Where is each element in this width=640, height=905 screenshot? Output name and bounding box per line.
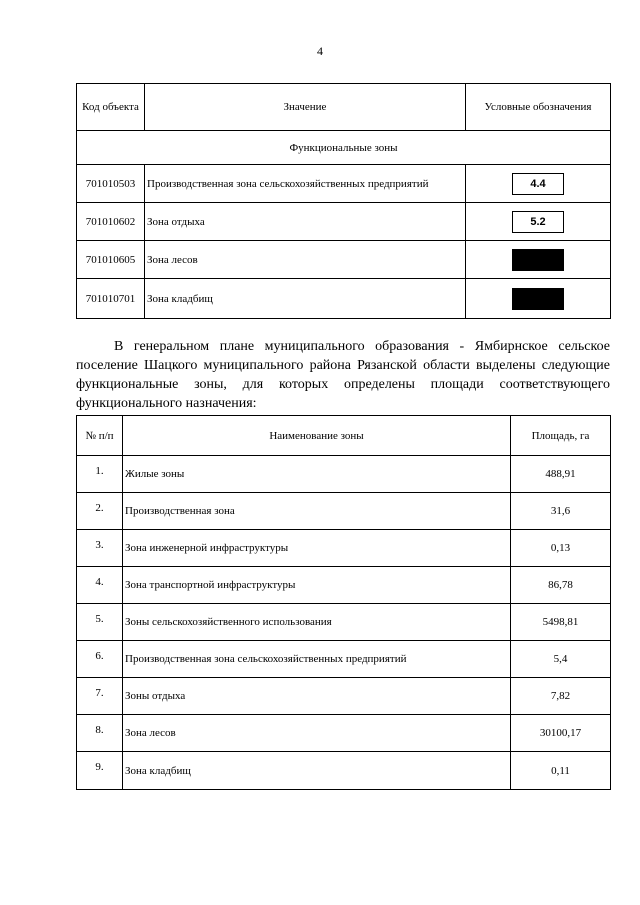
zone-symbol-black <box>512 249 564 271</box>
zone-name: Зоны сельскохозяйственного использования <box>123 604 511 641</box>
row-number: 8. <box>77 715 123 752</box>
table-row <box>77 456 611 493</box>
zone-name: Зона кладбищ <box>123 752 511 790</box>
row-number: 4. <box>77 567 123 604</box>
zone-area: 5,4 <box>511 641 611 678</box>
table-row <box>77 203 611 241</box>
zone-name: Зона инженерной инфраструктуры <box>123 530 511 567</box>
zone-area: 0,11 <box>511 752 611 790</box>
object-value: Зона лесов <box>145 241 466 279</box>
zone-area: 5498,81 <box>511 604 611 641</box>
zone-area: 0,13 <box>511 530 611 567</box>
zone-name: Жилые зоны <box>123 456 511 493</box>
object-code: 701010503 <box>77 165 145 203</box>
zone-name: Зона транспортной инфраструктуры <box>123 567 511 604</box>
zone-area: 488,91 <box>511 456 611 493</box>
header-area: Площадь, га <box>511 416 611 456</box>
object-code: 701010605 <box>77 241 145 279</box>
zone-name: Зона лесов <box>123 715 511 752</box>
table-row <box>77 678 611 715</box>
table-row <box>77 752 611 790</box>
header-code: Код объекта <box>77 84 145 131</box>
object-value: Зона кладбищ <box>145 279 466 319</box>
zone-area: 31,6 <box>511 493 611 530</box>
zone-area: 86,78 <box>511 567 611 604</box>
header-name: Наименование зоны <box>123 416 511 456</box>
row-number: 1. <box>77 456 123 493</box>
table-row <box>77 493 611 530</box>
area-table <box>76 415 611 790</box>
section-title: Функциональные зоны <box>77 131 611 165</box>
row-number: 3. <box>77 530 123 567</box>
zone-symbol-boxed: 4.4 <box>512 173 564 195</box>
row-number: 7. <box>77 678 123 715</box>
row-number: 5. <box>77 604 123 641</box>
body-paragraph: В генеральном плане муниципального образования - Ямбирнское сельское поселение Шацкого муниципального района Рязанской области выделены следующие функциональные зоны, для которых определены площади соответствующего функционального назначения: <box>76 339 610 411</box>
row-number: 2. <box>77 493 123 530</box>
header-symbol: Условные обозначения <box>466 84 611 131</box>
page-number: 4 <box>317 44 323 58</box>
zone-name: Производственная зона сельскохозяйственных предприятий <box>123 641 511 678</box>
row-number: 6. <box>77 641 123 678</box>
zone-name: Производственная зона <box>123 493 511 530</box>
object-code: 701010701 <box>77 279 145 319</box>
table-row <box>77 241 611 279</box>
object-value: Производственная зона сельскохозяйственных предприятий <box>145 165 466 203</box>
table-row <box>77 715 611 752</box>
zone-name: Зоны отдыха <box>123 678 511 715</box>
table-row <box>77 641 611 678</box>
table-row <box>77 567 611 604</box>
zone-area: 7,82 <box>511 678 611 715</box>
table-row <box>77 279 611 319</box>
object-value: Зона отдыха <box>145 203 466 241</box>
zone-symbol-black <box>512 288 564 310</box>
header-num: № п/п <box>77 416 123 456</box>
table-row <box>77 530 611 567</box>
object-code: 701010602 <box>77 203 145 241</box>
legend-table <box>76 83 611 319</box>
table-row <box>77 165 611 203</box>
header-value: Значение <box>145 84 466 131</box>
row-number: 9. <box>77 752 123 790</box>
zone-area: 30100,17 <box>511 715 611 752</box>
zone-symbol-boxed: 5.2 <box>512 211 564 233</box>
table-row <box>77 604 611 641</box>
